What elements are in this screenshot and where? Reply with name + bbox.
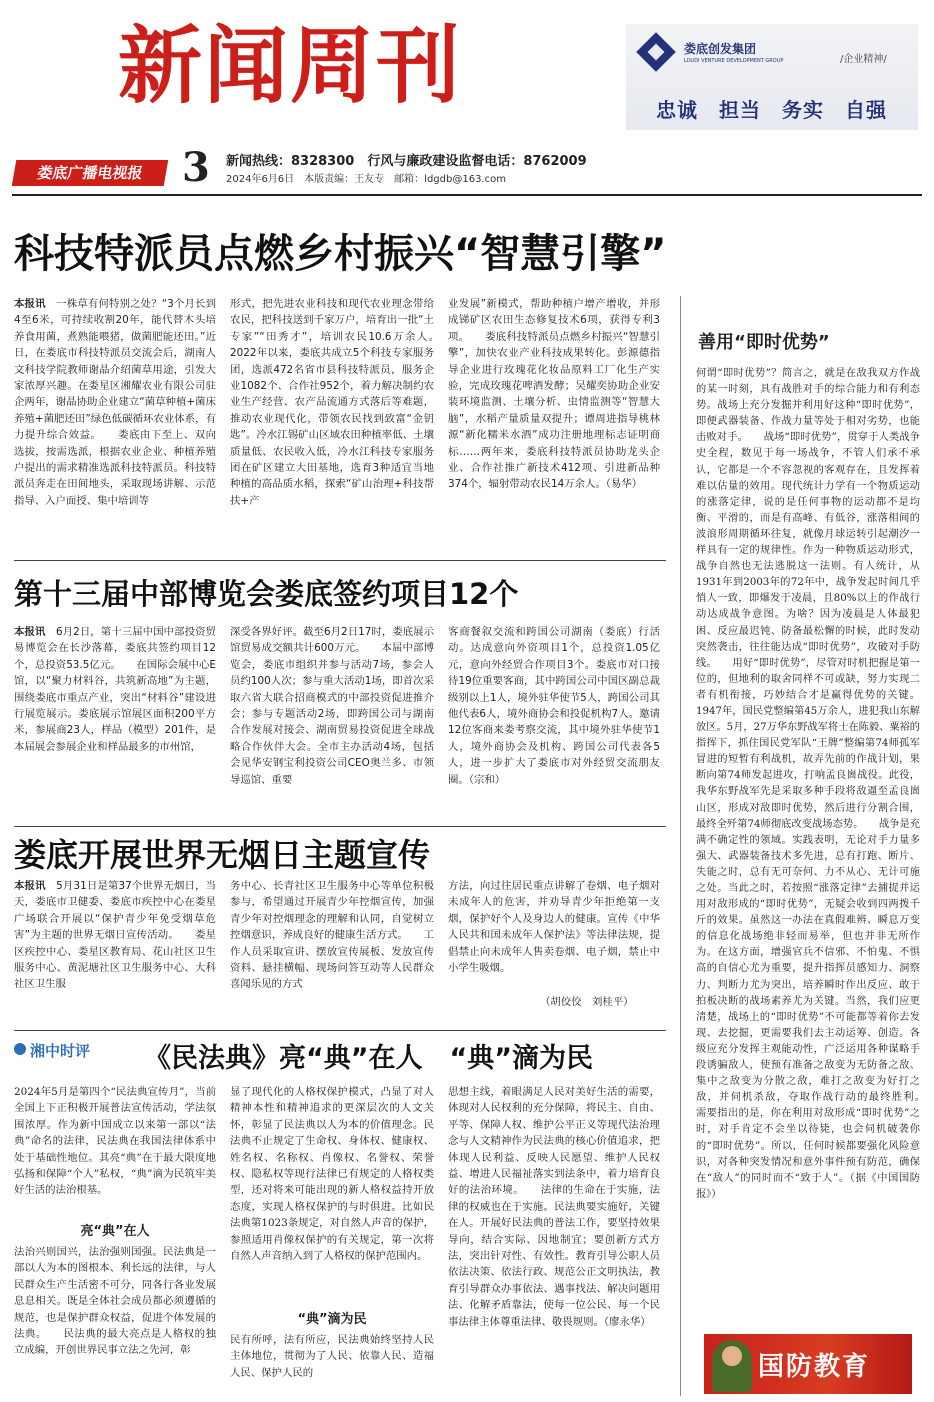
article-4-subhead-1: 亮“典”在人 — [80, 1224, 150, 1239]
article-2-col-1 — [14, 624, 216, 820]
article-1-col-1 — [14, 296, 216, 550]
article-3-lead: 本报讯 — [14, 880, 46, 892]
article-3-col-1 — [14, 878, 216, 1026]
company-advertisement — [626, 24, 918, 130]
article-3-byline: （胡佼佼 刘桂平） — [540, 996, 634, 1008]
ad-company-name-en: LOUDI VENTURE DEVELOPMENT GROUP — [684, 58, 784, 64]
article-2-text-1: 6月2日，第十三届中国中部投资贸易博览会在长沙落幕，娄底共签约项目12个，总投资53.5亿元。 在国际会展中心E馆，以“聚力材料谷，共筑新高地”为主题，围绕娄底市重点产业，突出“材料谷”建设进行展览展示。娄底展示馆展区面积200平方米，参展商23人，样品（模型）201件，是本届展会参展企业和样品最多的市州馆， — [14, 626, 216, 753]
header-rule — [12, 194, 922, 196]
article-2-col-3: 客商餐叙交流和跨国公司湖南（娄底）行活动。达成意向外资项目1个，总投资1.05亿元，意向外经贸合作项目3个。娄底市对口接待19位重要客商，其中跨国公司中国区副总裁级别以上1人，境外驻华使节5人，跨国公司其他代表6人，境外商协会和投促机构7人。邀请12位客商来娄考察交流，其中境外驻华使节1人，境外商协会及机构、跨国公司代表各5人，进一步扩大了娄底市对外经贸交流朋友圈。（宗和） — [448, 626, 660, 786]
commentary-tag-icon — [14, 1043, 26, 1055]
article-1-col-2: 形式，把先进农业科技和现代农业理念带给农民，把科技送到千家万户，培育出一批“土专家”“田秀才”，培训农民10.6万余人。 2022年以来，娄底共成立5个科技专家服务团，选派472名省市县科技特派员，服务企业1082个、合作社952个，着力解决制约农业生产经营、农产品流通方式落后等难题，推动农业现代化，带领农民找到致富“金钥匙”。冷水江锡矿山区域农田种植率低、土壤质量低、农民收入低，冷水江科技专家服务团在矿区建立大田基地，选育3种适宜当地种植的高品质水稻，探索“矿山治理+科技帮扶+产 — [230, 298, 434, 507]
hotline-info: 新闻热线：8328300 行风与廉政建设监督电话：8762009 — [226, 154, 587, 169]
commentary-tag: 湘中时评 — [30, 1042, 91, 1060]
article-1-lead: 本报讯 — [14, 298, 46, 310]
article-2-lead: 本报讯 — [14, 626, 46, 638]
article-3-col-2: 务中心、长青社区卫生服务中心等单位积极参与，希望通过开展青少年控烟宣传，加强青少年对控烟理念的理解和认同，自觉树立控烟意识，养成良好的健康生活方式。 工作人员采取宣讲、摆放宣传展板、发放宣传资料、悬挂横幅、现场问答互动等人民群众喜闻乐见的方式 — [230, 880, 434, 991]
article-1-text-1: 一株草有何特别之处？“3个月长到4至6米，可持续收割20年，能代替木头培养食用菌，煮熟能喂猪，做菌肥能还田。”近日，在娄底市科技特派员交流会后，湖南人文科技学院教师谢晶介绍菌草用途，引发大家浓厚兴趣。在娄星区湘耀农业有限公司驻企两年，谢晶协助企业建立“菌草种植+菌床养殖+菌肥还田”绿色低碳循环农业体系，有力提升综合效益。 娄底由下至上、双向选拔，按需选派，根据农业企业、种植养殖户提出的需求精准选派科技特派员。科技特派员奔走在田间地头，采取现场讲解、示范指导、入户面授、集中培训等 — [14, 298, 216, 507]
sidebar-divider — [680, 296, 681, 1396]
sidebar-title: 善用“即时优势” — [698, 332, 830, 353]
article-2-col-2: 深受各界好评。截至6月2日17时，娄底展示馆贸易成交额共计600万元。 本届中部博览会，娄底市组织并参与活动7场，参会人员约100人次；参与重大活动1场，即首次采取六省大联合招商模式的中部投资促进推介会；参与专题活动2场，即跨国公司与湖南合作发展对接会、湖南贸易投资促进全球战略合作伙伴大会。全市主办活动4场，包括会见华安钢宝利投资公司CEO奥兰多、市领导巡馆、重要 — [230, 626, 434, 786]
ad-company-name: 娄底创发集团 — [684, 42, 757, 56]
sidebar-body: 何谓“即时优势”？简言之，就是在敌我双方作战的某一时刻，具有战胜对手的综合能力和有利态势。战场上充分发掘并利用好这种“即时优势”，即便武器装备、作战力量等处于相对劣势，也能击败对手。 战场“即时优势”，贯穿于人类战争史全程，数见于每一场战争，不管人们承不承认，它都是一个不容忽视的客观存在，且发挥着难以估量的效用。现代统计力学有一个物质运动的涨落定律，说的是任何事物的运动都不是均衡、平滑的，而是有高峰、有低谷，涨落相间的波浪形周期循环往复，就像月球运转引起潮汐一样具有一定的规律性。作为一种物质运动形式，战争自然也无法逃脱这一法则。有人统计，从1931年到2003年的72年中，战争发起时间几乎悄人一致，即爆发于凌晨，且80%以上的作战行动达成战争意图。为啥？因为凌晨是人体最犯困、反应最迟钝、防备最松懈的时候，此时发动突然袭击，往往能达成“即时优势”，攻破对手防线。 用好“即时优势”，尽管对时机把握是第一位的，但地利的取舍同样不可或缺，努力实现二者有机衔接，巧妙结合才是赢得优势的关键。1947年，国民党整编第45万余人，进犯我山东解放区。5月，27万华东野战军将士在陈毅、粟裕的指挥下，抓住国民党军队“王牌”整编第74师孤军冒进的短暂有利战机，故弄先前的作战计划，果断向第74师发起进攻，打响孟良崮战役。此役，我华东野战军先是采取多种手段将敌逼至孟良崮山区，形成对敌即时优势，然后进行分割合围，最终全歼第74师彻底改变战场态势。 战争是充满不确定性的领域。实践表明，无论对手力量多强大、武器装备技术多先进，总有打跑、断片、失能之时，总有无可奈何、力不从心、无计可施之处。当此之时，若按照“涨落定律”去捕捉并运用对敌形成的“即时优势”，无疑会收到四两拨千斤的效果。虽然这一办法在真假难辨、瞬息万变的信息化战场绝非轻而易举，但也并非无所作为。在这方面，增强官兵不信邪、不怕鬼、不惧高的自信心尤为重要，提升指挥员感知力、洞察力、判断力尤为突出，培养瞬时作出反应、敢于拍板决断的战场素养尤为关键。当然，我们应更清楚，战场上的“即时优势”不可能都等着你去发现、去挖掘，更需要我们去主动运筹、创造。各级应充分发挥主观能动性，广泛运用各种谋略手段诱骗敌人，使预有准备之敌变为无防备之敌、集中之敌变为分散之敌，难打之敌变为好打之敌，并伺机杀敌，夺取作战行动的最终胜利。 需要指出的是，你在利用对敌形成“即时优势”之时，对手肯定不会坐以待毙，也会伺机破袭你的“即时优势”。所以，任何时候都要强化风险意识，对各种突发情况和意外事件预有防范，确保在“敌人”的同时而不“致于人”。（据《中国国防报》） — [696, 368, 920, 1200]
article-3-headline: 娄底开展世界无烟日主题宣传 — [14, 836, 431, 874]
masthead-title: 新闻周刊 — [118, 16, 463, 115]
date-editor-info: 2024年6月6日 本版责编：王友专 邮箱：ldgdb@163.com — [226, 174, 506, 185]
defense-education-text: 国防教育 — [758, 1352, 871, 1382]
soldier-face-icon — [722, 1346, 742, 1366]
article-4-headline: 《民法典》亮“典”在人 “典”滴为民 — [144, 1043, 593, 1074]
defense-education-banner — [704, 1334, 912, 1394]
article-4-col-1: 2024年5月是第四个“民法典宣传月”，当前全国上下正积极开展普法宣传活动，学法氛围浓厚。作为新中国成立以来第一部以“法典”命名的法律，民法典在我国法律体系中处于基础性地位。其亮“典”在于最大限度地弘扬和保障“个人”私权，“典”滴为民筑牢美好生活的法治根基。 — [14, 1086, 216, 1197]
article-4-col-2: 显了现代化的人格权保护模式，凸显了对人精神本性和精神追求的更深层次的人文关怀，彰显了民法典以人为本的价值理念。民法典不止规定了生命权、身体权、健康权、姓名权、名称权、肖像权、名誉权、荣誉权、隐私权等现行法律已有规定的人格权类型，还对将来可能出现的新人格权益持开放态度，实现人格权保护的与时俱进。比如民法典第1023条规定，对自然人声音的保护，参照适用肖像权保护的有关规定，第一次将自然人声音纳入到了人格权的保护范围内。 — [230, 1086, 434, 1263]
ad-slogan: 忠诚 担当 务实 自强 — [656, 98, 887, 122]
article-4-col-1b: 法治兴则国兴，法治强则国强。民法典是一部以人为本的图根本、利长远的法律，与人民群众生产生活密不可分，同各行各业发展息息相关。既是全体社会成员都必须遵循的规范，也是保护群众权益，促进个体发展的法典。 民法典的最大亮点是人格权的独立成编，开创世界民事立法之先河，彰 — [14, 1246, 216, 1357]
article-4-subhead-2: “典”滴为民 — [297, 1312, 367, 1327]
article-3-col-3: 方法，向过往居民重点讲解了卷烟、电子烟对未成年人的危害，并劝导青少年拒绝第一支烟，保护好个人及身边人的健康。宣传《中华人民共和国未成年人保护法》等法律法规，提倡禁止向未成年人售卖卷烟、电子烟，禁止中小学生吸烟。 — [448, 880, 660, 975]
divider-2 — [14, 826, 666, 827]
article-4-col-3: 思想主线，着眼满足人民对美好生活的需要，体现对人民权利的充分保障，将民主、自由、平等、保障人权、维护公平正义等现代法治理念与人文精神作为民法典的核心价值追求，把体现人民利益、反映人民愿望、维护人民权益、增进人民福祉落实到法条中，着力培育良好的法治环境。 法律的生命在于实施，法律的权威也在于实施。民法典要实施好，关键在人。开展好民法典的普法工作，要坚持效果导向，结合实际、因地制宜；要创新方式方法，突出针对性、有效性。教育引导公职人员依法决策、依法行政、规范公正文明执法，教育引导群众办事依法、遇事找法、解决问题用法、化解矛盾靠法，使每一位公民、每一个民事法律主体尊重法律、敬畏规则。（廖永华） — [448, 1086, 660, 1328]
ad-spirit-label: /企业精神/ — [840, 54, 887, 65]
article-1-col-3: 业发展”新模式，帮助种植户增产增收，并形成锑矿区农田生态修复技术6项，获得专利3项。 娄底科技特派员点燃乡村振兴“智慧引擎”，加快农业产业科技成果转化。彭源德指导企业进行玫瑰花化妆品原料工厂化生产实验，完成玫瑰花啤酒发酵；吴耀奕协助企业安装环境监测、土壤分析、虫情监测等“智慧大脑”，水稻产量质量双提升；谭周进指导桃林源“新化糯米水酒”成功注册地理标志证明商标……两年来，娄底科技特派员协助龙头企业、合作社推广新技术412项、引进新品种374个，辐射带动农民14万余人。（易华） — [448, 298, 660, 491]
article-2-headline: 第十三届中部博览会娄底签约项目12个 — [14, 577, 519, 611]
station-logo: 娄底广播电视报 — [12, 160, 169, 186]
page-number: 3 — [182, 144, 210, 191]
divider-1 — [14, 560, 666, 561]
article-1-headline: 科技特派员点燃乡村振兴“智慧引擎” — [14, 231, 667, 277]
article-3-text-1: 5月31日是第37个世界无烟日，当天，娄底市卫健委、娄底市疾控中心在娄星广场联合开展以“保护青少年免受烟草危害”为主题的世界无烟日宣传活动。 娄星区疾控中心、娄星区教育局、花山社区卫生服务中心、黄泥塘社区卫生服务中心、大科社区卫生服 — [14, 880, 216, 991]
divider-3 — [14, 1030, 666, 1031]
article-4-col-2b: 民有所呼，法有所应，民法典始终坚持人民主体地位，贯彻为了人民、依靠人民、造福人民、保护人民的 — [230, 1334, 434, 1379]
